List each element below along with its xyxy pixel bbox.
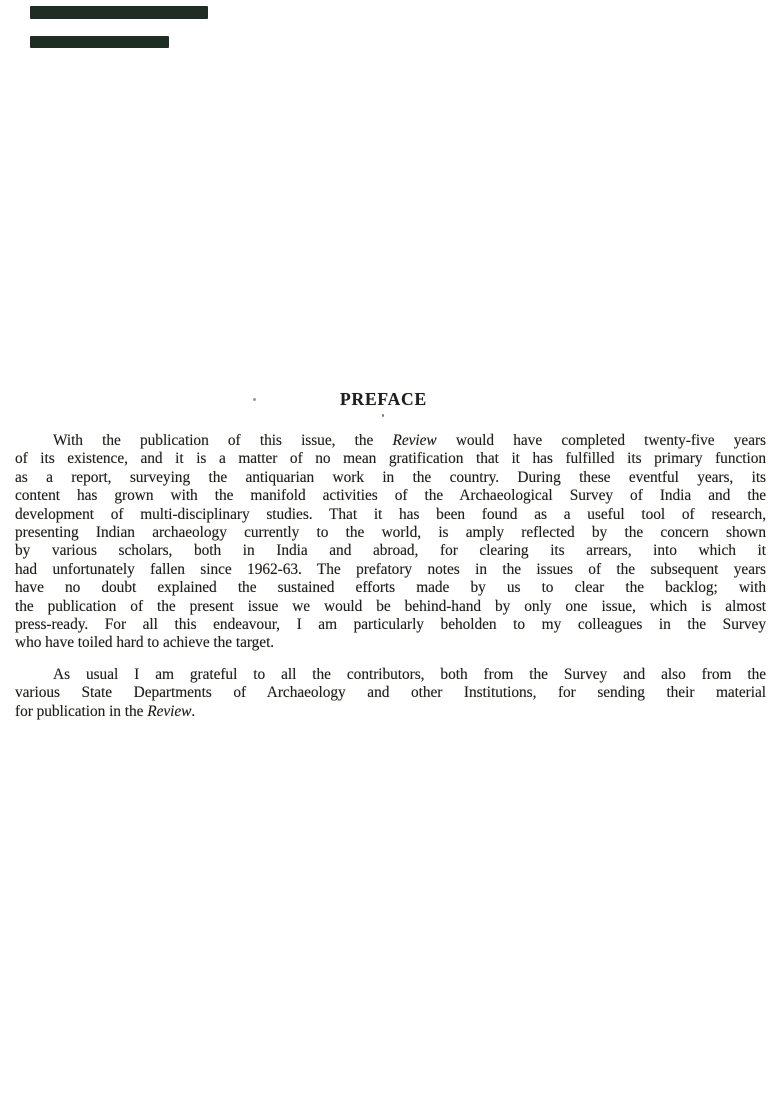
scan-artifact-bar — [30, 36, 169, 48]
text-line: As usual I am grateful to all the contributors, both from the Survey and also from the — [53, 665, 766, 683]
paragraph — [15, 666, 766, 721]
text-line: presenting Indian archaeology currently to the world, is amply reflected by the concern shown — [15, 524, 766, 542]
text-line: press-ready. For all this endeavour, I am particularly beholden to my colleagues in the Survey — [15, 616, 766, 634]
page-content — [15, 389, 766, 721]
text-line: had unfortunately fallen since 1962-63. The prefatory notes in the issues of the subsequent years — [15, 560, 766, 578]
preface-text — [15, 432, 766, 721]
text-line: With the publication of this issue, the Review would have completed twenty-five years — [53, 432, 766, 449]
text-line: various State Departments of Archaeology and other Institutions, for sending their material — [15, 684, 766, 702]
text-line: development of multi-disciplinary studies. That it has been found as a useful tool of research, — [15, 505, 766, 523]
text-line: by various scholars, both in India and abroad, for clearing its arrears, into which it — [15, 542, 766, 560]
text-line: as a report, surveying the antiquarian work in the country. During these eventful years, its — [15, 468, 766, 486]
text-line: for publication in the Review. — [15, 702, 196, 720]
text-line: the publication of the present issue we would be behind-hand by only one issue, which is almost — [15, 597, 766, 615]
paragraph — [15, 432, 766, 653]
text-line: of its existence, and it is a matter of no mean gratification that it has fulfilled its primary function — [15, 450, 766, 468]
text-line: who have toiled hard to achieve the target. — [15, 634, 275, 652]
scan-artifact-bar — [30, 6, 208, 19]
text-line: content has grown with the manifold activities of the Archaeological Survey of India and the — [15, 487, 766, 505]
page-title: PREFACE — [340, 389, 427, 409]
text-line: have no doubt explained the sustained efforts made by us to clear the backlog; with — [15, 579, 766, 597]
